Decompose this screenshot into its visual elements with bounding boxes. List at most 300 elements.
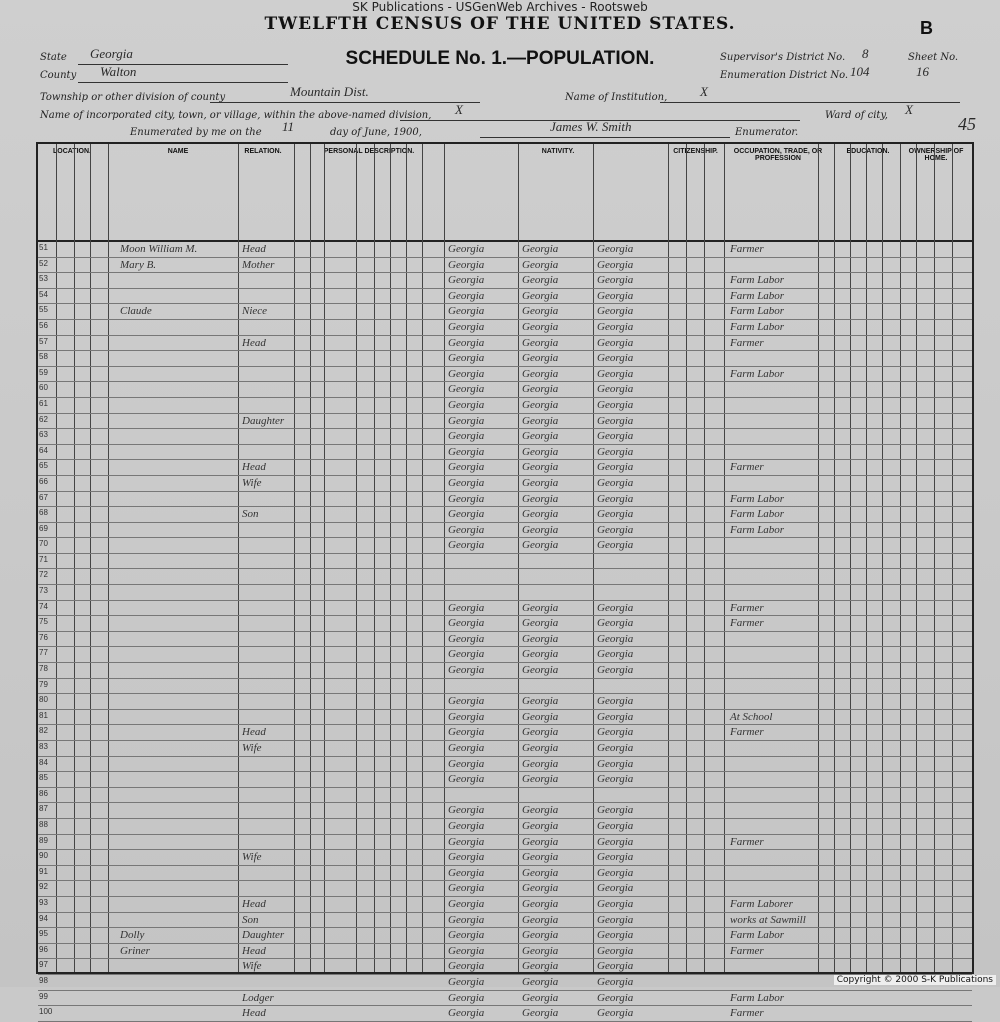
table-row	[38, 725, 972, 741]
father-birthplace-cell: Georgia	[522, 367, 559, 380]
father-birthplace-cell: Georgia	[522, 913, 559, 926]
col-occupation: OCCUPATION, TRADE, OR PROFESSION	[733, 148, 823, 162]
state-label: State	[40, 52, 67, 63]
col-education: EDUCATION.	[846, 148, 890, 155]
line-number: 72	[39, 570, 48, 580]
father-birthplace-cell: Georgia	[522, 929, 559, 942]
occupation-cell: works at Sawmill	[730, 913, 806, 926]
institution-label: Name of Institution,	[565, 92, 668, 103]
father-birthplace-cell: Georgia	[522, 960, 559, 973]
father-birthplace-cell: Georgia	[522, 882, 559, 895]
mother-birthplace-cell: Georgia	[597, 508, 634, 521]
mother-birthplace-cell: Georgia	[597, 866, 634, 879]
sheet-letter: B	[920, 18, 933, 38]
birthplace-cell: Georgia	[448, 476, 485, 489]
birthplace-cell: Georgia	[448, 258, 485, 271]
birthplace-cell: Georgia	[448, 851, 485, 864]
father-birthplace-cell: Georgia	[522, 851, 559, 864]
father-birthplace-cell: Georgia	[522, 445, 559, 458]
occupation-cell: Farm Labor	[730, 320, 785, 333]
birthplace-cell: Georgia	[448, 664, 485, 677]
line-number: 56	[39, 320, 48, 330]
line-number: 87	[39, 804, 48, 814]
table-row	[38, 803, 972, 819]
line-number: 99	[39, 991, 48, 1001]
mother-birthplace-cell: Georgia	[597, 929, 634, 942]
line-number: 97	[39, 960, 48, 970]
table-row	[38, 538, 972, 554]
table-row	[38, 367, 972, 383]
occupation-cell: Farm Labor	[730, 508, 785, 521]
father-birthplace-cell: Georgia	[522, 617, 559, 630]
mother-birthplace-cell: Georgia	[597, 289, 634, 302]
mother-birthplace-cell: Georgia	[597, 726, 634, 739]
father-birthplace-cell: Georgia	[522, 991, 559, 1004]
mother-birthplace-cell: Georgia	[597, 274, 634, 287]
mother-birthplace-cell: Georgia	[597, 383, 634, 396]
table-row	[38, 336, 972, 352]
birthplace-cell: Georgia	[448, 866, 485, 879]
table-row	[38, 881, 972, 897]
table-row	[38, 741, 972, 757]
occupation-cell: Farm Labor	[730, 523, 785, 536]
line-number: 60	[39, 383, 48, 393]
birthplace-cell: Georgia	[448, 523, 485, 536]
birthplace-cell: Georgia	[448, 773, 485, 786]
mother-birthplace-cell: Georgia	[597, 445, 634, 458]
line-number: 100	[39, 1007, 53, 1017]
line-number: 69	[39, 523, 48, 533]
line-number: 76	[39, 632, 48, 642]
father-birthplace-cell: Georgia	[522, 476, 559, 489]
mother-birthplace-cell: Georgia	[597, 835, 634, 848]
mother-birthplace-cell: Georgia	[597, 695, 634, 708]
mother-birthplace-cell: Georgia	[597, 601, 634, 614]
father-birthplace-cell: Georgia	[522, 243, 559, 255]
col-location: LOCATION.	[53, 148, 91, 155]
ward-label: Ward of city,	[825, 110, 888, 121]
father-birthplace-cell: Georgia	[522, 664, 559, 677]
birthplace-cell: Georgia	[448, 882, 485, 895]
father-birthplace-cell: Georgia	[522, 523, 559, 536]
relation-cell: Head	[242, 243, 266, 255]
table-row	[38, 569, 972, 585]
incorporated-value: X	[455, 102, 463, 117]
line-number: 80	[39, 695, 48, 705]
father-birthplace-cell: Georgia	[522, 539, 559, 552]
institution-value: X	[700, 84, 708, 99]
line-number: 84	[39, 757, 48, 767]
occupation-cell: Farm Labor	[730, 929, 785, 942]
line-number: 67	[39, 492, 48, 502]
table-row	[38, 663, 972, 679]
table-row	[38, 601, 972, 617]
father-birthplace-cell: Georgia	[522, 430, 559, 443]
table-row	[38, 320, 972, 336]
relation-cell: Mother	[242, 258, 275, 271]
line-number: 65	[39, 461, 48, 471]
father-birthplace-cell: Georgia	[522, 757, 559, 770]
occupation-cell: Farm Labor	[730, 305, 785, 318]
line-number: 95	[39, 929, 48, 939]
birthplace-cell: Georgia	[448, 414, 485, 427]
mother-birthplace-cell: Georgia	[597, 960, 634, 973]
relation-cell: Niece	[242, 305, 268, 318]
table-row	[38, 414, 972, 430]
birthplace-cell: Georgia	[448, 508, 485, 521]
relation-cell: Son	[242, 913, 259, 926]
table-row	[38, 445, 972, 461]
county-value: Walton	[100, 64, 137, 79]
birthplace-cell: Georgia	[448, 1007, 485, 1020]
birthplace-cell: Georgia	[448, 274, 485, 287]
line-number: 82	[39, 726, 48, 736]
line-number: 73	[39, 586, 48, 596]
birthplace-cell: Georgia	[448, 601, 485, 614]
birthplace-cell: Georgia	[448, 305, 485, 318]
occupation-cell: Farmer	[730, 461, 764, 474]
census-title: TWELFTH CENSUS OF THE UNITED STATES.	[264, 14, 736, 34]
father-birthplace-cell: Georgia	[522, 258, 559, 271]
line-number: 66	[39, 476, 48, 486]
mother-birthplace-cell: Georgia	[597, 476, 634, 489]
line-number: 94	[39, 913, 48, 923]
table-row	[38, 913, 972, 929]
mother-birthplace-cell: Georgia	[597, 632, 634, 645]
person-name: Dolly	[120, 929, 145, 942]
birthplace-cell: Georgia	[448, 710, 485, 723]
father-birthplace-cell: Georgia	[522, 897, 559, 910]
table-row	[38, 788, 972, 804]
mother-birthplace-cell: Georgia	[597, 991, 634, 1004]
father-birthplace-cell: Georgia	[522, 944, 559, 957]
relation-cell: Son	[242, 508, 259, 521]
occupation-cell: Farm Labor	[730, 289, 785, 302]
birthplace-cell: Georgia	[448, 648, 485, 661]
occupation-cell: Farmer	[730, 944, 764, 957]
table-row	[38, 959, 972, 975]
line-number: 90	[39, 851, 48, 861]
birthplace-cell: Georgia	[448, 944, 485, 957]
birthplace-cell: Georgia	[448, 757, 485, 770]
line-number: 96	[39, 944, 48, 954]
father-birthplace-cell: Georgia	[522, 1007, 559, 1020]
supervisor-value: 8	[862, 46, 869, 61]
table-row	[38, 258, 972, 274]
col-personal: PERSONAL DESCRIPTION.	[323, 148, 415, 155]
table-row	[38, 273, 972, 289]
line-number: 86	[39, 788, 48, 798]
father-birthplace-cell: Georgia	[522, 804, 559, 817]
table-row	[38, 991, 972, 1007]
line-number: 98	[39, 975, 48, 985]
col-name: NAME	[167, 148, 189, 155]
table-row	[38, 554, 972, 570]
line-number: 75	[39, 617, 48, 627]
occupation-cell: Farm Labor	[730, 367, 785, 380]
table-row	[38, 975, 972, 991]
enumerated-label: Enumerated by me on the	[130, 127, 262, 138]
mother-birthplace-cell: Georgia	[597, 975, 634, 988]
birthplace-cell: Georgia	[448, 960, 485, 973]
birthplace-cell: Georgia	[448, 430, 485, 443]
father-birthplace-cell: Georgia	[522, 695, 559, 708]
birthplace-cell: Georgia	[448, 352, 485, 365]
incorporated-label: Name of incorporated city, town, or village, within the above-named division,	[40, 110, 432, 121]
enumerated-month: day of June, 1900,	[330, 127, 422, 138]
township-label: Township or other division of county	[40, 92, 226, 103]
birthplace-cell: Georgia	[448, 632, 485, 645]
person-name: Mary B.	[120, 258, 157, 271]
mother-birthplace-cell: Georgia	[597, 398, 634, 411]
col-relation: RELATION.	[244, 148, 282, 155]
father-birthplace-cell: Georgia	[522, 866, 559, 879]
father-birthplace-cell: Georgia	[522, 632, 559, 645]
father-birthplace-cell: Georgia	[522, 414, 559, 427]
township-value: Mountain Dist.	[290, 84, 369, 99]
occupation-cell: Farm Labor	[730, 492, 785, 505]
table-row	[38, 289, 972, 305]
birthplace-cell: Georgia	[448, 398, 485, 411]
line-number: 63	[39, 430, 48, 440]
table-row	[38, 866, 972, 882]
sheet-value: 16	[916, 64, 929, 79]
occupation-cell: Farmer	[730, 726, 764, 739]
line-number: 88	[39, 819, 48, 829]
father-birthplace-cell: Georgia	[522, 461, 559, 474]
birthplace-cell: Georgia	[448, 539, 485, 552]
birthplace-cell: Georgia	[448, 991, 485, 1004]
birthplace-cell: Georgia	[448, 975, 485, 988]
birthplace-cell: Georgia	[448, 913, 485, 926]
father-birthplace-cell: Georgia	[522, 305, 559, 318]
line-number: 92	[39, 882, 48, 892]
relation-cell: Wife	[242, 476, 262, 489]
occupation-cell: Farm Laborer	[730, 897, 793, 910]
mother-birthplace-cell: Georgia	[597, 367, 634, 380]
occupation-cell: Farm Labor	[730, 991, 785, 1004]
line-number: 71	[39, 554, 48, 564]
mother-birthplace-cell: Georgia	[597, 851, 634, 864]
mother-birthplace-cell: Georgia	[597, 757, 634, 770]
enum-label: Enumeration District No.	[720, 70, 849, 81]
table-row	[38, 897, 972, 913]
occupation-cell: Farm Labor	[730, 274, 785, 287]
table-row	[38, 460, 972, 476]
father-birthplace-cell: Georgia	[522, 352, 559, 365]
table-row	[38, 429, 972, 445]
line-number: 70	[39, 539, 48, 549]
line-number: 79	[39, 679, 48, 689]
mother-birthplace-cell: Georgia	[597, 773, 634, 786]
mother-birthplace-cell: Georgia	[597, 882, 634, 895]
birthplace-cell: Georgia	[448, 367, 485, 380]
line-number: 93	[39, 897, 48, 907]
table-row	[38, 351, 972, 367]
relation-cell: Daughter	[242, 929, 285, 942]
table-row	[38, 585, 972, 601]
relation-cell: Daughter	[242, 414, 285, 427]
birthplace-cell: Georgia	[448, 897, 485, 910]
line-number: 74	[39, 601, 48, 611]
father-birthplace-cell: Georgia	[522, 601, 559, 614]
table-row	[38, 928, 972, 944]
occupation-cell: Farmer	[730, 601, 764, 614]
birthplace-cell: Georgia	[448, 742, 485, 754]
line-number: 61	[39, 398, 48, 408]
line-number: 51	[39, 243, 48, 252]
line-number: 85	[39, 773, 48, 783]
col-ownership: OWNERSHIP OF HOME.	[908, 148, 964, 162]
father-birthplace-cell: Georgia	[522, 726, 559, 739]
line-number: 62	[39, 414, 48, 424]
county-label: County	[40, 70, 77, 81]
father-birthplace-cell: Georgia	[522, 492, 559, 505]
father-birthplace-cell: Georgia	[522, 508, 559, 521]
ward-value: X	[905, 102, 913, 117]
birthplace-cell: Georgia	[448, 695, 485, 708]
birthplace-cell: Georgia	[448, 243, 485, 255]
birthplace-cell: Georgia	[448, 492, 485, 505]
enumerator-value: James W. Smith	[550, 119, 632, 134]
source-line: SK Publications - USGenWeb Archives - Rootsweb	[352, 0, 648, 14]
table-row	[38, 523, 972, 539]
table-row	[38, 382, 972, 398]
birthplace-cell: Georgia	[448, 835, 485, 848]
table-row	[38, 757, 972, 773]
mother-birthplace-cell: Georgia	[597, 539, 634, 552]
birthplace-cell: Georgia	[448, 320, 485, 333]
father-birthplace-cell: Georgia	[522, 742, 559, 754]
table-row	[38, 679, 972, 695]
mother-birthplace-cell: Georgia	[597, 804, 634, 817]
mother-birthplace-cell: Georgia	[597, 414, 634, 427]
line-number: 89	[39, 835, 48, 845]
occupation-cell: At School	[730, 710, 773, 723]
father-birthplace-cell: Georgia	[522, 773, 559, 786]
table-row	[38, 304, 972, 320]
table-row	[38, 819, 972, 835]
mother-birthplace-cell: Georgia	[597, 913, 634, 926]
line-number: 57	[39, 336, 48, 346]
occupation-cell: Farmer	[730, 617, 764, 630]
table-row	[38, 242, 972, 258]
relation-cell: Head	[242, 897, 266, 910]
father-birthplace-cell: Georgia	[522, 336, 559, 349]
relation-cell: Wife	[242, 851, 262, 864]
relation-cell: Head	[242, 1007, 266, 1020]
line-number: 55	[39, 305, 48, 315]
table-row	[38, 616, 972, 632]
table-row	[38, 476, 972, 492]
copyright: Copyright © 2000 S-K Publications	[834, 975, 996, 985]
table-row	[38, 398, 972, 414]
table-row	[38, 710, 972, 726]
relation-cell: Head	[242, 461, 266, 474]
line-number: 53	[39, 274, 48, 284]
table-row	[38, 850, 972, 866]
birthplace-cell: Georgia	[448, 726, 485, 739]
line-number: 78	[39, 664, 48, 674]
mother-birthplace-cell: Georgia	[597, 664, 634, 677]
occupation-cell: Farmer	[730, 1007, 764, 1020]
state-value: Georgia	[90, 46, 133, 61]
mother-birthplace-cell: Georgia	[597, 352, 634, 365]
father-birthplace-cell: Georgia	[522, 274, 559, 287]
mother-birthplace-cell: Georgia	[597, 461, 634, 474]
table-row	[38, 944, 972, 960]
father-birthplace-cell: Georgia	[522, 648, 559, 661]
relation-cell: Wife	[242, 960, 262, 973]
father-birthplace-cell: Georgia	[522, 835, 559, 848]
line-number: 58	[39, 352, 48, 362]
father-birthplace-cell: Georgia	[522, 819, 559, 832]
line-number: 59	[39, 367, 48, 377]
occupation-cell: Farmer	[730, 835, 764, 848]
father-birthplace-cell: Georgia	[522, 710, 559, 723]
table-row	[38, 772, 972, 788]
mother-birthplace-cell: Georgia	[597, 617, 634, 630]
line-number: 68	[39, 508, 48, 518]
line-number: 81	[39, 710, 48, 720]
enumerator-label: Enumerator.	[735, 127, 799, 138]
mother-birthplace-cell: Georgia	[597, 492, 634, 505]
birthplace-cell: Georgia	[448, 445, 485, 458]
relation-cell: Head	[242, 336, 266, 349]
father-birthplace-cell: Georgia	[522, 398, 559, 411]
birthplace-cell: Georgia	[448, 461, 485, 474]
supervisor-label: Supervisor's District No.	[720, 52, 846, 63]
line-number: 77	[39, 648, 48, 658]
birthplace-cell: Georgia	[448, 617, 485, 630]
mother-birthplace-cell: Georgia	[597, 648, 634, 661]
relation-cell: Head	[242, 944, 266, 957]
occupation-cell: Farmer	[730, 243, 764, 255]
person-name: Moon William M.	[120, 243, 198, 255]
table-row	[38, 647, 972, 663]
mother-birthplace-cell: Georgia	[597, 258, 634, 271]
table-row	[38, 835, 972, 851]
line-number: 54	[39, 289, 48, 299]
mother-birthplace-cell: Georgia	[597, 742, 634, 754]
father-birthplace-cell: Georgia	[522, 975, 559, 988]
mother-birthplace-cell: Georgia	[597, 897, 634, 910]
line-number: 83	[39, 742, 48, 751]
mother-birthplace-cell: Georgia	[597, 523, 634, 536]
relation-cell: Lodger	[242, 991, 274, 1004]
table-row	[38, 632, 972, 648]
father-birthplace-cell: Georgia	[522, 289, 559, 302]
table-row	[38, 694, 972, 710]
page-stamp: 45	[958, 114, 976, 134]
col-nativity: NATIVITY.	[541, 148, 575, 155]
mother-birthplace-cell: Georgia	[597, 305, 634, 318]
mother-birthplace-cell: Georgia	[597, 710, 634, 723]
mother-birthplace-cell: Georgia	[597, 430, 634, 443]
table-row	[38, 507, 972, 523]
table-row	[38, 1006, 972, 1022]
mother-birthplace-cell: Georgia	[597, 944, 634, 957]
enum-value: 104	[850, 64, 870, 79]
birthplace-cell: Georgia	[448, 819, 485, 832]
person-name: Claude	[120, 305, 152, 318]
birthplace-cell: Georgia	[448, 336, 485, 349]
relation-cell: Head	[242, 726, 266, 739]
table-row	[38, 492, 972, 508]
mother-birthplace-cell: Georgia	[597, 243, 634, 255]
line-number: 91	[39, 866, 48, 876]
mother-birthplace-cell: Georgia	[597, 819, 634, 832]
